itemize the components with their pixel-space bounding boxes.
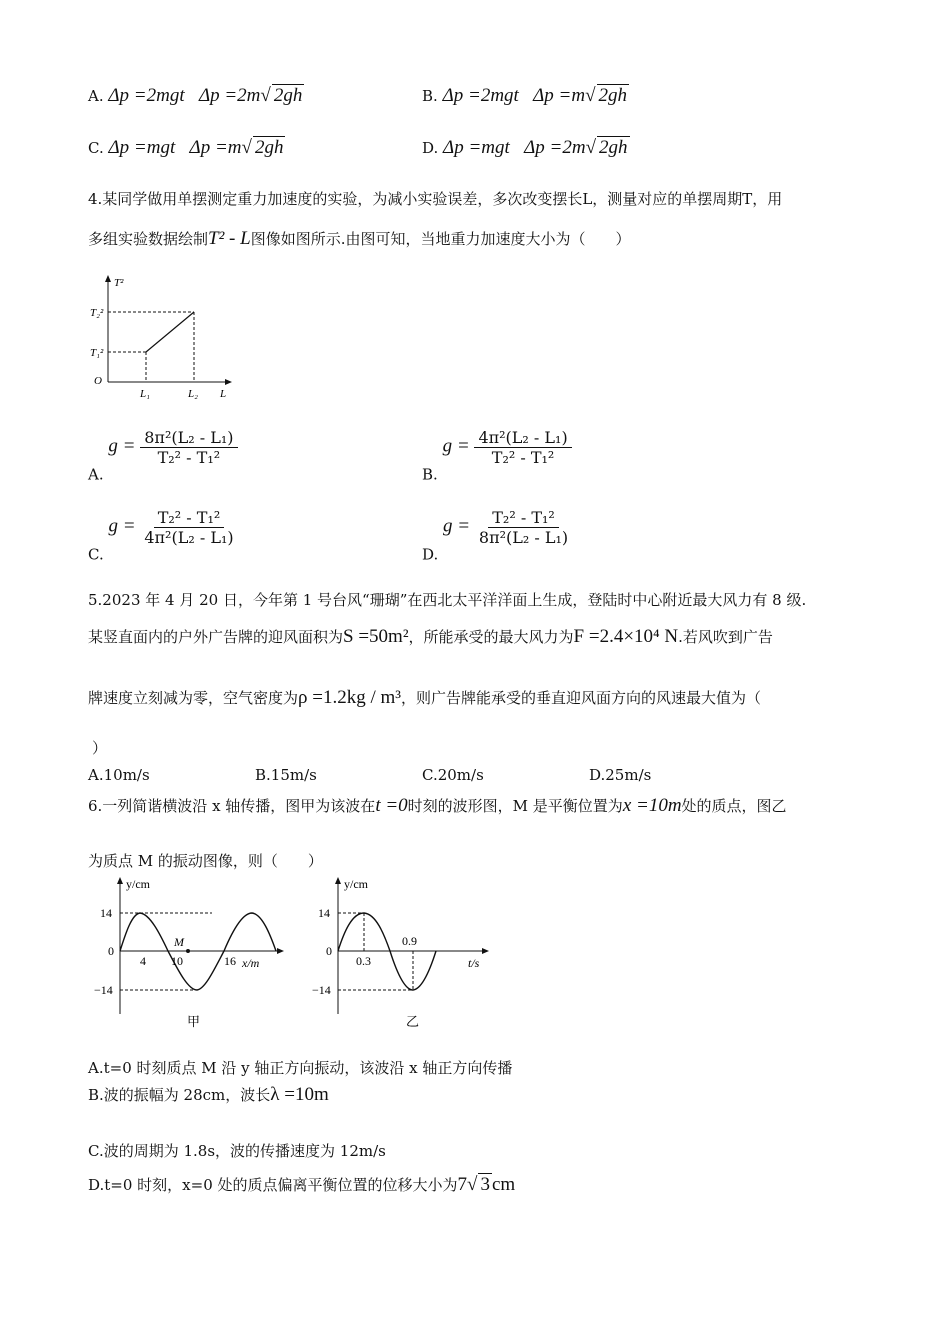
- tick-bottom: −14: [94, 983, 113, 997]
- q5-option-a[interactable]: A.10m/s: [88, 766, 150, 784]
- q6-option-b[interactable]: [88, 1084, 329, 1106]
- q6-text-c: 处的质点，图乙: [681, 797, 787, 815]
- radicand: 2gh: [273, 85, 303, 106]
- q6-option-a[interactable]: A.t=0 时刻质点 M 沿 y 轴正方向振动，该波沿 x 轴正方向传播: [88, 1059, 513, 1077]
- dp-coef: 2m: [562, 137, 586, 158]
- numerator: T₂² - T₁²: [154, 508, 225, 528]
- dp-value: 2mgt: [480, 85, 519, 106]
- numerator: 4π²(L₂ - L₁): [474, 428, 571, 448]
- dp-symbol: Δp =: [442, 85, 481, 106]
- q6-text-b: 时刻的波形图，M 是平衡位置为: [407, 797, 623, 815]
- dp-symbol: Δp =: [524, 137, 563, 158]
- q6-fig-wave: [92, 874, 292, 1034]
- ylabel: y/cm: [126, 877, 150, 891]
- x-expr: x =10m: [622, 795, 682, 816]
- tick-bottom: −14: [312, 983, 331, 997]
- dp-value: mgt: [146, 137, 176, 158]
- denominator: T₂² - T₁²: [491, 448, 555, 467]
- t-expr: t =0: [375, 795, 408, 816]
- q6-option-d[interactable]: D.t=0 时刻，x=0 处的质点偏离平衡位置的位移大小为7√ 3 cm: [88, 1174, 516, 1195]
- dp-symbol: Δp =: [189, 137, 228, 158]
- option-text: D.t=0 时刻，x=0 处的质点偏离平衡位置的位移大小为: [88, 1176, 458, 1194]
- option-label: A.: [88, 465, 104, 484]
- dp-symbol: Δp =: [443, 137, 482, 158]
- q3-option-a[interactable]: A. Δp =2mgt Δp =2m√ 2gh: [88, 85, 303, 106]
- origin-label: O: [94, 375, 102, 387]
- option-label: A.: [88, 87, 104, 105]
- caption: 甲: [187, 1014, 201, 1029]
- q3-option-d[interactable]: D. Δp =mgt Δp =2m√ 2gh: [422, 137, 628, 158]
- tick-09: 0.9: [402, 934, 417, 948]
- dp-symbol: Δp =: [533, 85, 572, 106]
- dp-symbol: Δp =: [108, 137, 147, 158]
- q6-option-c[interactable]: C.波的周期为 1.8s，波的传播速度为 12m/s: [88, 1142, 386, 1160]
- xlabel: t/s: [468, 956, 480, 970]
- tick-4: 4: [140, 954, 146, 968]
- numerator: 8π²(L₂ - L₁): [140, 428, 237, 448]
- force-expr: F =2.4×10⁴ N: [573, 626, 679, 647]
- q5-text-d: 牌速度立刻减为零，空气密度为: [88, 689, 299, 707]
- dp-coef: m: [227, 137, 242, 158]
- q3-option-b[interactable]: B. Δp =2mgt Δp =m√ 2gh: [422, 85, 628, 106]
- q4-option-a[interactable]: [88, 428, 238, 484]
- q3-option-c[interactable]: C. Δp =mgt Δp =m√ 2gh: [88, 137, 284, 158]
- numerator: T₂² - T₁²: [488, 508, 559, 528]
- radicand: 2gh: [599, 137, 628, 158]
- point-m: M: [174, 935, 184, 949]
- q4-option-b[interactable]: [422, 428, 572, 484]
- caption: 乙: [406, 1014, 420, 1029]
- q6-text-a: 6.一列简谐横波沿 x 轴传播，图甲为该波在: [88, 797, 376, 815]
- radicand: 2gh: [254, 137, 284, 158]
- q4-graph: [88, 272, 238, 402]
- area-expr: S =50m²: [343, 626, 409, 647]
- q5-option-b[interactable]: B.15m/s: [255, 766, 317, 784]
- wavelength-expr: λ =10m: [270, 1084, 329, 1105]
- g-equals: g =: [442, 435, 470, 457]
- q5-option-d[interactable]: D.25m/s: [589, 766, 652, 784]
- dp-value: mgt: [481, 137, 510, 158]
- tick-16: 16: [224, 954, 236, 968]
- q4-option-d[interactable]: [422, 508, 572, 564]
- g-equals: g =: [443, 515, 471, 537]
- denominator: 4π²(L₂ - L₁): [144, 528, 234, 547]
- q5-stem-line3: [88, 687, 761, 709]
- option-label: C.: [88, 139, 104, 157]
- option-text: B.波的振幅为 28cm，波长: [88, 1086, 271, 1104]
- denominator: 8π²(L₂ - L₁): [478, 528, 569, 547]
- q5-text-e: ，则广告牌能承受的垂直迎风面方向的风速最大值为（: [400, 689, 761, 707]
- q6-fig-vibration: [310, 874, 495, 1034]
- q5-option-c[interactable]: C.20m/s: [422, 766, 484, 784]
- xlabel: x/m: [242, 956, 260, 970]
- radicand: 3: [480, 1174, 490, 1195]
- dp-symbol: Δp =: [108, 85, 147, 106]
- option-label: B.: [422, 465, 438, 484]
- q4-stem-line2: [88, 228, 630, 250]
- dp-coef: m: [571, 85, 586, 106]
- tick-03: 0.3: [356, 954, 371, 968]
- x-axis-label: L: [220, 388, 227, 400]
- tick-top: 14: [100, 906, 112, 920]
- dp-value: 2mgt: [146, 85, 185, 106]
- q5-text-a: 某竖直面内的户外广告牌的迎风面积为: [88, 628, 344, 646]
- dp-symbol: Δp =: [198, 85, 238, 106]
- option-label: D.: [422, 545, 439, 564]
- option-label: B.: [422, 87, 438, 105]
- tick-top: 14: [318, 906, 330, 920]
- q5-stem-line2: [88, 626, 773, 648]
- q4-option-c[interactable]: [88, 508, 238, 564]
- q4-expr: T² - L: [208, 228, 251, 249]
- tick-10: 10: [171, 954, 183, 968]
- radicand: 2gh: [598, 85, 628, 106]
- option-label: C.: [88, 545, 104, 564]
- y1-label: T₁²: [90, 347, 104, 359]
- q5-text-c: .若风吹到广告: [678, 628, 773, 646]
- q5-stem-line4: ）: [92, 739, 108, 757]
- q6-stem-line2: 为质点 M 的振动图像，则（ ）: [88, 852, 323, 870]
- ylabel: y/cm: [344, 877, 368, 891]
- tick-zero: 0: [326, 944, 332, 958]
- coef: 7: [457, 1174, 468, 1195]
- unit: cm: [491, 1174, 516, 1195]
- q4-text-a: 多组实验数据绘制: [88, 230, 209, 248]
- y-axis-label: T²: [114, 277, 124, 289]
- q4-text-b: 图像如图所示.由图可知，当地重力加速度大小为（ ）: [250, 230, 631, 248]
- g-equals: g =: [108, 435, 136, 457]
- tick-zero: 0: [108, 944, 114, 958]
- density-expr: ρ =1.2kg / m³: [298, 687, 401, 708]
- denominator: T₂² - T₁²: [157, 448, 221, 467]
- q6-stem-line1: [88, 795, 787, 817]
- x2-label: L₂: [188, 388, 198, 400]
- q4-stem-line1: 4.某同学做用单摆测定重力加速度的实验，为减小实验误差，多次改变摆长L，测量对应的单摆周期T，用: [88, 190, 783, 208]
- x1-label: L₁: [140, 388, 150, 400]
- y2-label: T₂²: [90, 307, 104, 319]
- dp-coef: 2m: [237, 85, 261, 106]
- q5-text-b: ，所能承受的最大风力为: [408, 628, 574, 646]
- option-label: D.: [422, 139, 439, 157]
- g-equals: g =: [108, 515, 136, 537]
- graph-line: [146, 312, 194, 352]
- q5-stem-line1: 5.2023 年 4 月 20 日，今年第 1 号台风“珊瑚”在西北太平洋洋面上生成，登陆时中心附近最大风力有 8 级.: [88, 591, 807, 609]
